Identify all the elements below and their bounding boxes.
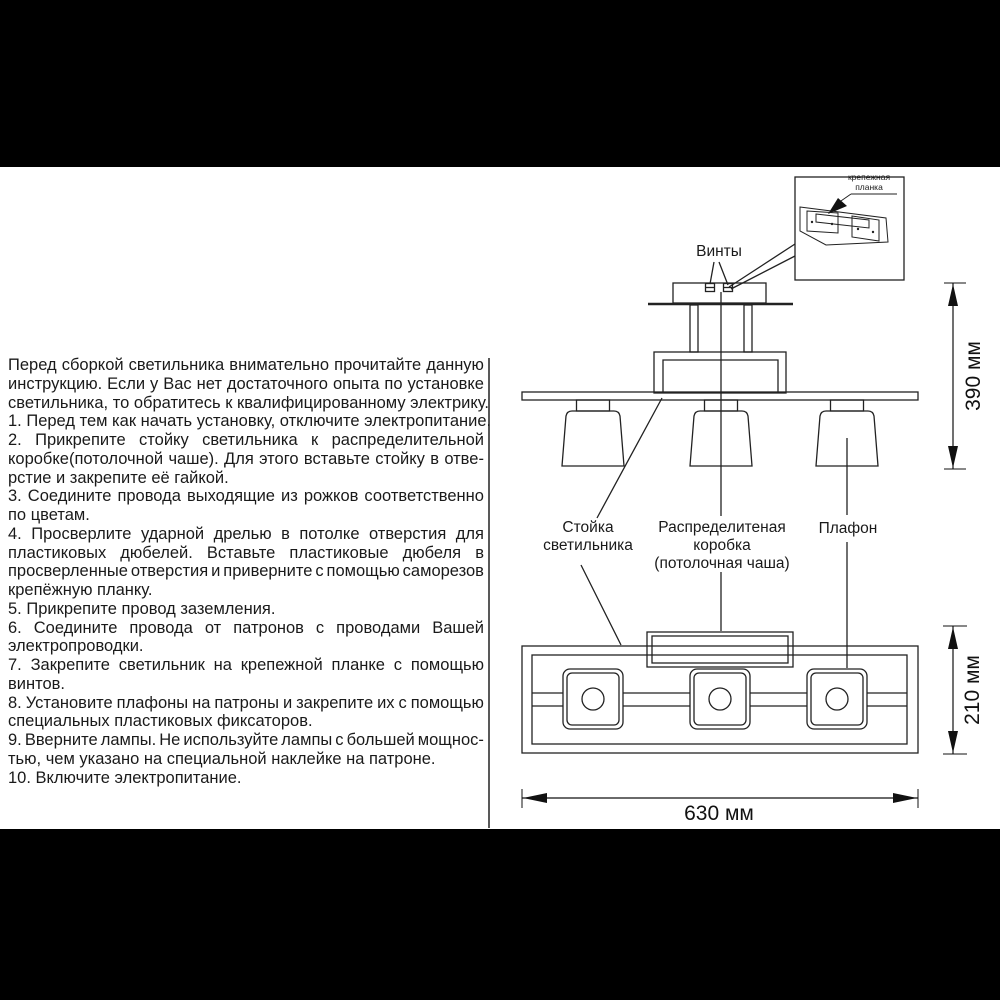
instruction-line: 7. Закрепите светильник на крепежной планке с помощью (8, 656, 484, 674)
instruction-line: электропроводки. (8, 637, 144, 656)
instruction-line: 5. Прикрепите провод заземления. (8, 599, 276, 618)
inset-detail (795, 177, 904, 280)
instruction-line: 10. Включите электропитание. (8, 768, 242, 787)
instruction-line: крепёжную планку. (8, 581, 153, 599)
instruction-line: 9. Вверните лампы. Не используйте лампы с большей мощнос- (8, 731, 484, 749)
dimension-210mm: 210 мм (961, 655, 984, 725)
mounting-strip-label: крепежная планка (847, 172, 891, 192)
instruction-line: специальных пластиковых фиксаторов. (8, 712, 313, 731)
instruction-line: 4. Просверлите ударной дрелью в потолке отверстия для (8, 524, 484, 543)
instruction-line: 6. Соедините провода от патронов с проводами Вашей (8, 618, 484, 637)
dimension-630mm: 630 мм (684, 802, 754, 825)
instruction-line: 3. Соедините провода выходящие из рожков соответственно (8, 487, 484, 506)
instruction-line: 2. Прикрепите стойку светильника к распределительной (8, 431, 484, 449)
instruction-line: 1. Перед тем как начать установку, отключите электропитание. (8, 412, 492, 431)
instruction-line: инструкцию. Если у Вас нет достаточного опыта по установке (8, 374, 484, 393)
instruction-line: пластиковых дюбелей. Вставьте пластиковые дюбеля в (8, 543, 484, 562)
instruction-line: светильника, то обратитесь к квалифицированному электрику. (8, 393, 489, 412)
stand-label: Стойка светильника (543, 519, 633, 554)
shade-label: Плафон (818, 520, 878, 537)
instruction-line: по цветам. (8, 506, 90, 524)
distribution-box-label: Распределитеная коробка (потолочная чаша) (654, 519, 790, 572)
instruction-line: тью, чем указано на специальной наклейке на патроне. (8, 749, 436, 768)
side-view (522, 244, 918, 668)
instruction-line: коробке(потолочной чаше). Для этого вставьте стойку в отве- (8, 449, 484, 468)
instruction-line: просверленные отверстия и приверните с помощью саморезов (8, 562, 484, 581)
instruction-line: 8. Установите плафоны на патроны и закрепите их с помощью (8, 693, 484, 712)
bottom-view (522, 632, 918, 753)
instruction-line: рстие и закрепите её гайкой. (8, 468, 229, 487)
dimension-390mm: 390 мм (962, 341, 985, 411)
screws-label: Винты (696, 243, 742, 260)
instruction-line: Перед сборкой светильника внимательно прочитайте данную (8, 356, 484, 374)
instruction-line: винтов. (8, 674, 65, 693)
